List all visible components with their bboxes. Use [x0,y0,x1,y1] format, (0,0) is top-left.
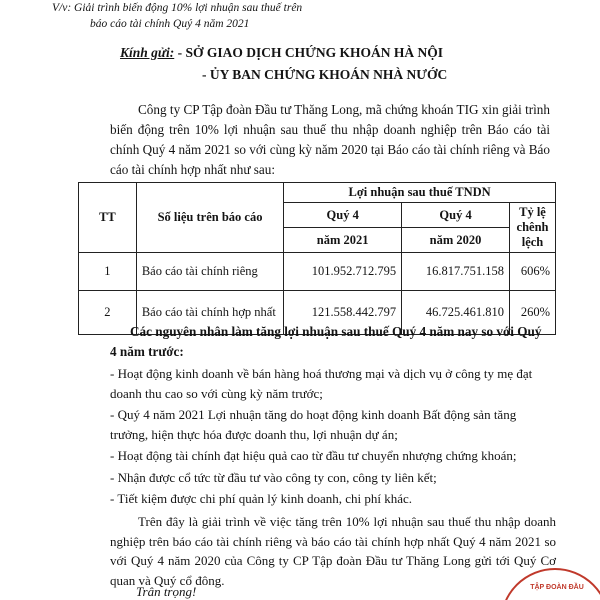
recipients-block [120,42,447,86]
signoff: Trân trọng! [136,584,197,599]
list-item: - Hoạt động kinh doanh về bán hàng hoá thương mại và dịch vụ ở công ty mẹ đạt doanh thu cao so với cùng kỳ năm trước; [110,366,533,401]
list-item: - Nhận được cổ tức từ đầu tư vào công ty con, công ty liên kết; [110,469,437,485]
cell-source: Báo cáo tài chính hợp nhất [136,291,283,335]
header-q4-2020: Quý 4 [402,203,510,228]
cell-q2020: 16.817.751.158 [402,253,510,291]
subject-line-1: V/v: Giải trình biến động 10% lợi nhuận sau thuế trên [52,2,303,14]
recipients-label: Kính gửi: [120,45,175,60]
table-header-row [79,183,556,203]
cell-q2021: 101.952.712.795 [284,253,402,291]
list-item: - Quý 4 năm 2021 Lợi nhuận tăng do hoạt động kinh doanh Bất động sản tăng trưởng, hiện thực hóa được doanh thu, lợi nhuận dự án; [110,407,517,442]
header-q4-2021: Quý 4 [284,203,402,228]
header-year-2021: năm 2021 [284,228,402,253]
seal-text: TẬP ĐOÀN ĐẦU [530,584,584,591]
header-tt: TT [79,183,137,253]
reasons-list [96,364,556,511]
cell-tt: 1 [79,253,137,291]
subject-reference [52,0,302,32]
list-item: - Tiết kiệm được chi phí quản lý kinh doanh, chi phí khác. [110,491,413,506]
recipient-2: - ỦY BAN CHỨNG KHOÁN NHÀ NƯỚC [202,67,448,82]
intro-paragraph: Công ty CP Tập đoàn Đầu tư Thăng Long, mã chứng khoán TIG xin giải trình biến động trên 10% lợi nhuận sau thuế thu nhập doanh nghiệp trên Báo cáo tài chính Quý 4 năm 2021 so với cùng kỳ năm 2020 tại Báo cáo tài chính riêng và Báo cáo tài chính hợp nhất như sau: [110,102,550,177]
table-row [79,253,556,291]
reasons-title: Các nguyên nhân làm tăng lợi nhuận sau thuế Quý 4 năm nay so với Quý 4 năm trước: [110,324,542,359]
header-source: Số liệu trên báo cáo [136,183,283,253]
header-year-2020: năm 2020 [402,228,510,253]
header-ratio: Tỷ lệ chênh lệch [510,203,556,253]
list-item: - Hoạt động tài chính đạt hiệu quả cao từ đầu tư chuyển nhượng chứng khoán; [110,448,517,463]
cell-tt: 2 [79,291,137,335]
closing-paragraph: Trên đây là giải trình về việc tăng trên 10% lợi nhuận sau thuế thu nhập doanh nghiệp trên báo cáo tài chính riêng và báo cáo tài chính hợp nhất Quý 4 năm 2021 so với Quý 4 năm 2020 của Công ty CP Tập đoàn Đầu tư Thăng Long gửi tới Quý Cơ quan và Quý cổ đông. [110,514,556,588]
subject-line-2: báo cáo tài chính Quý 4 năm 2021 [90,18,250,30]
recipient-1: - SỞ GIAO DỊCH CHỨNG KHOÁN HÀ NỘI [177,45,443,60]
cell-ratio: 606% [510,253,556,291]
cell-ratio: 260% [510,291,556,335]
cell-q2021: 121.558.442.797 [284,291,402,335]
header-profit-group: Lợi nhuận sau thuế TNDN [284,183,556,203]
cell-q2020: 46.725.461.810 [402,291,510,335]
cell-source: Báo cáo tài chính riêng [136,253,283,291]
profit-table [78,182,556,335]
